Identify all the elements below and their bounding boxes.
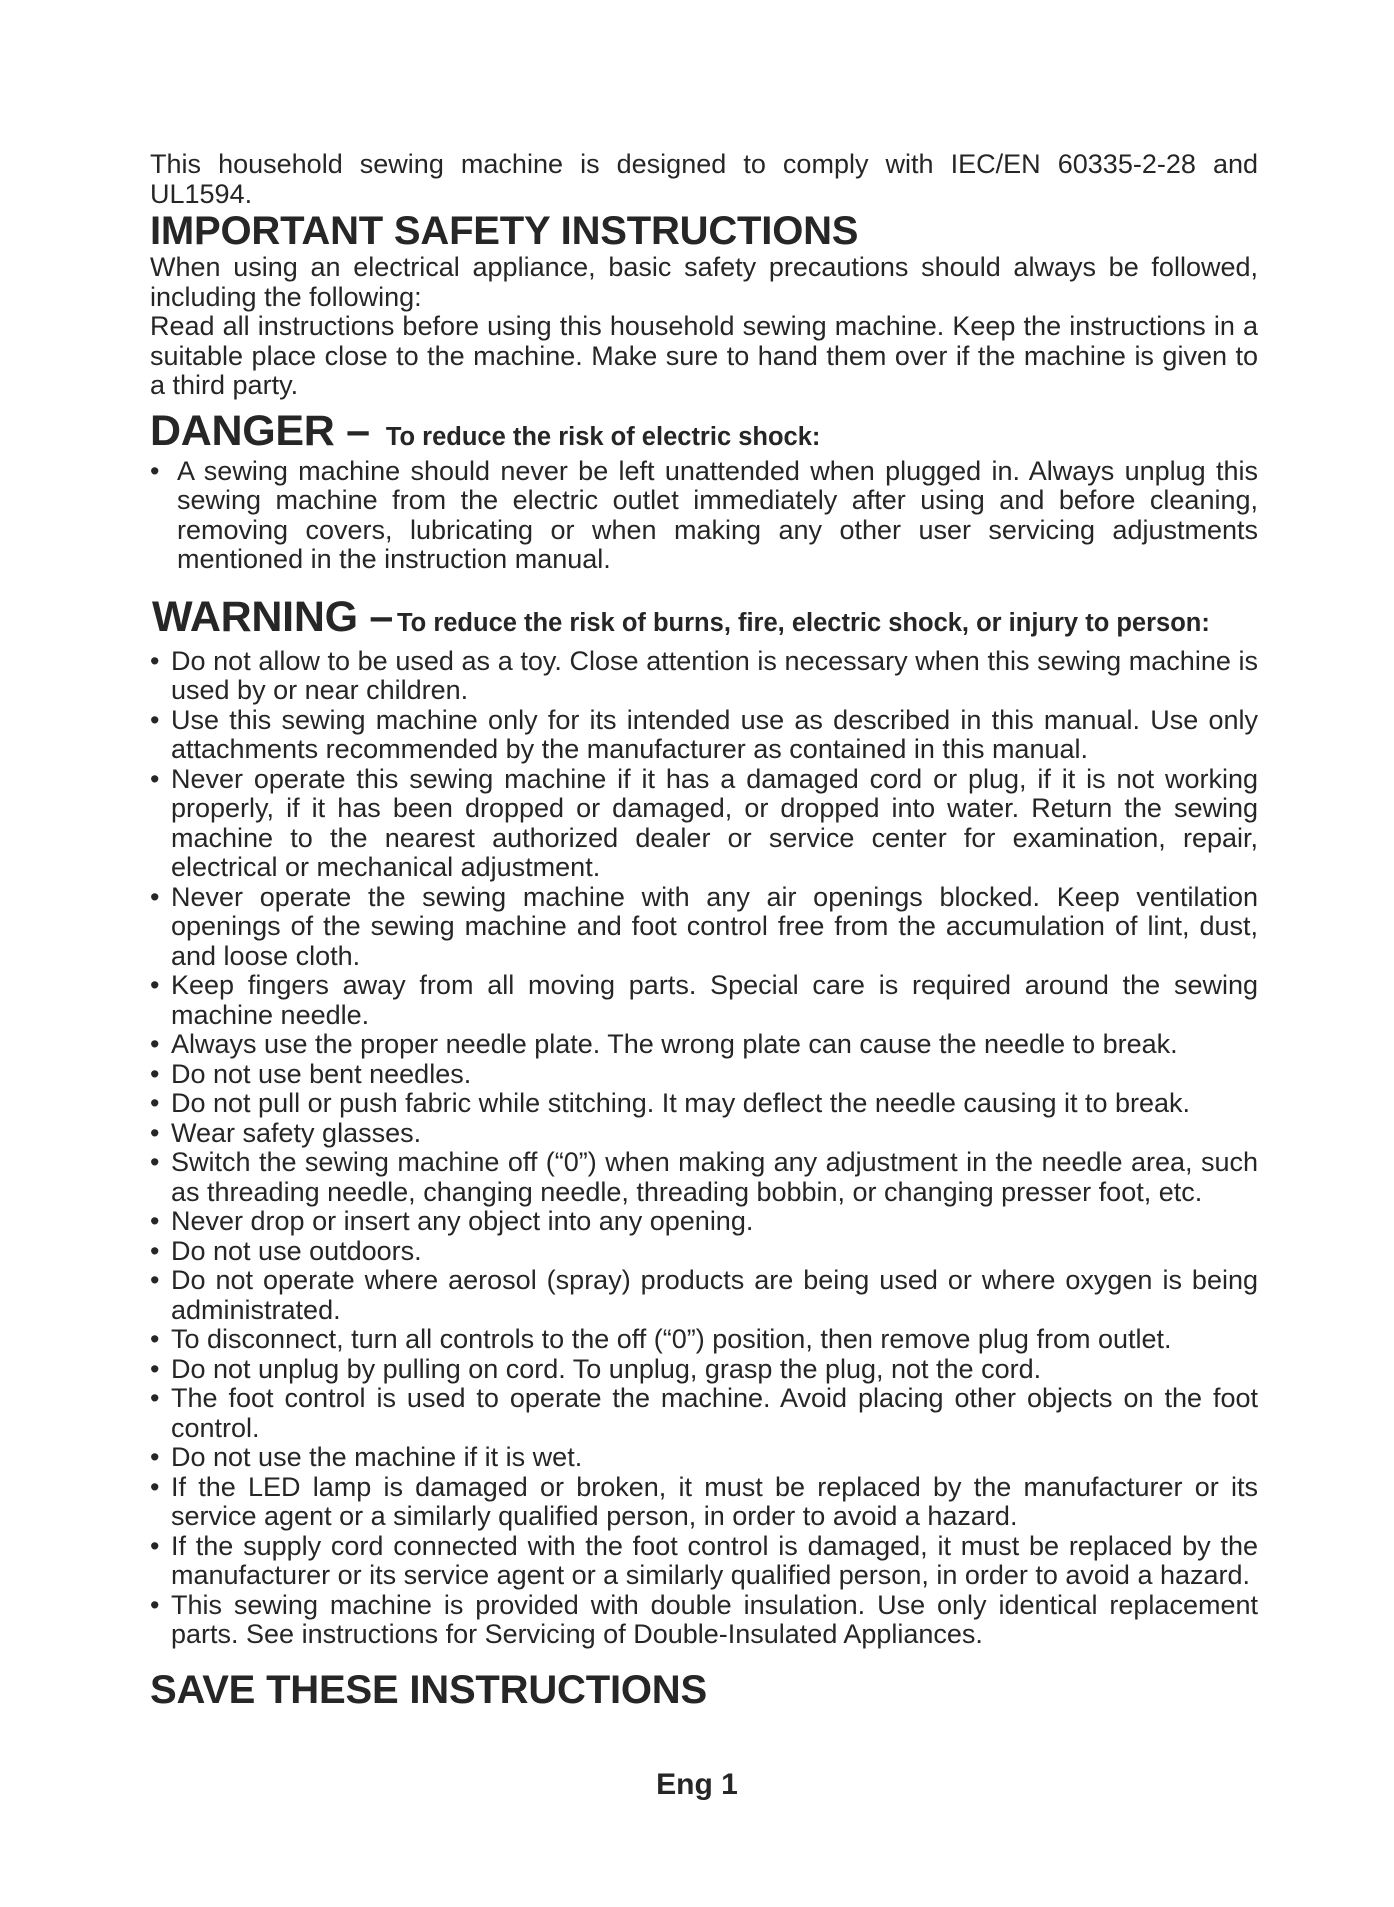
bullet-icon: • — [150, 1589, 160, 1620]
warning-item: • Do not operate where aerosol (spray) products are being used or where oxygen is being administrated. — [150, 1265, 1258, 1325]
bullet-icon: • — [150, 1088, 160, 1118]
bullet-icon: • — [150, 1206, 160, 1236]
warning-item: • Always use the proper needle plate. The wrong plate can cause the needle to break. — [150, 1029, 1178, 1059]
bullet-icon: • — [150, 704, 160, 735]
warning-list — [150, 647, 1258, 1650]
page-number: Eng 1 — [656, 1768, 738, 1801]
compliance-statement: This household sewing machine is designed to comply with IEC/EN 60335-2-28 and UL1594. — [150, 149, 1258, 209]
warning-subtitle: To reduce the risk of burns, fire, electric shock, or injury to person: — [396, 608, 1210, 637]
danger-item: • A sewing machine should never be left unattended when plugged in. Always unplug this sewing machine from the electric outlet immediately after using and before cleaning, removing covers, lubricating or when making any other user servicing adjustments mentioned in the instruction manual. — [150, 455, 1258, 574]
intro-paragraph-1: When using an electrical appliance, basic safety precautions should always be followed, including the following: — [150, 252, 1258, 312]
save-instructions-heading: SAVE THESE INSTRUCTIONS — [150, 1667, 707, 1712]
warning-item: • This sewing machine is provided with double insulation. Use only identical replacement parts. See instructions for Servicing of Double-Insulated Appliances. — [150, 1589, 1258, 1649]
warning-item: • Never operate the sewing machine with any air openings blocked. Keep ventilation openings of the sewing machine and foot control free from the accumulation of lint, dust, and loose cloth. — [150, 881, 1258, 971]
danger-subtitle: To reduce the risk of electric shock: — [385, 422, 821, 451]
bullet-icon: • — [150, 1058, 160, 1089]
warning-item: • If the supply cord connected with the foot control is damaged, it must be replaced by the manufacturer or its service agent or a similarly qualified person, in order to avoid a hazard. — [150, 1530, 1258, 1590]
warning-item: • If the LED lamp is damaged or broken, it must be replaced by the manufacturer or its service agent or a similarly qualified person, in order to avoid a hazard. — [150, 1471, 1258, 1531]
manual-page — [150, 150, 1258, 1712]
warning-item: • Use this sewing machine only for its intended use as described in this manual. Use only attachments recommended by the manufacturer as contained in this manual. — [150, 704, 1258, 764]
warning-item: • Wear safety glasses. — [150, 1117, 422, 1148]
warning-item: • Do not unplug by pulling on cord. To unplug, grasp the plug, not the cord. — [150, 1353, 1042, 1384]
warning-item: • Do not allow to be used as a toy. Close attention is necessary when this sewing machine is used by or near children. — [150, 645, 1258, 705]
warning-item: • Do not pull or push fabric while stitching. It may deflect the needle causing it to break. — [150, 1088, 1191, 1118]
warning-item: • Switch the sewing machine off (“0”) when making any adjustment in the needle area, such as threading needle, changing needle, threading bobbin, or changing presser foot, etc. — [150, 1147, 1258, 1207]
bullet-icon: • — [150, 1117, 160, 1148]
bullet-icon: • — [150, 763, 160, 794]
warning-item: • Never drop or insert any object into any opening. — [150, 1206, 754, 1236]
bullet-icon: • — [150, 1383, 160, 1413]
warning-item: • Do not use outdoors. — [150, 1235, 422, 1266]
page-title: IMPORTANT SAFETY INSTRUCTIONS — [150, 209, 859, 253]
bullet-icon: • — [150, 1029, 160, 1059]
warning-item: • Do not use the machine if it is wet. — [150, 1442, 583, 1472]
warning-item: • The foot control is used to operate the machine. Avoid placing other objects on the foot control. — [150, 1383, 1258, 1443]
bullet-icon: • — [150, 1442, 160, 1472]
warning-label: WARNING – — [152, 592, 393, 641]
warning-item: • Never operate this sewing machine if it has a damaged cord or plug, if it is not working properly, if it has been dropped or damaged, or dropped into water. Return the sewing machine to the nearest authorized dealer or service center for examination, repair, electrical or mechanical adjustment. — [150, 763, 1258, 882]
danger-list — [150, 457, 1258, 575]
bullet-icon: • — [150, 881, 160, 912]
bullet-icon: • — [150, 1471, 160, 1502]
warning-item: • Keep fingers away from all moving parts. Special care is required around the sewing machine needle. — [150, 970, 1258, 1030]
danger-heading — [150, 407, 1258, 453]
bullet-icon: • — [150, 455, 160, 486]
intro-paragraph-2: Read all instructions before using this household sewing machine. Keep the instructions in a suitable place close to the machine. Make sure to hand them over if the machine is given to a third party. — [150, 311, 1258, 400]
warning-item: • Do not use bent needles. — [150, 1058, 472, 1089]
bullet-icon: • — [150, 1265, 160, 1295]
bullet-icon: • — [150, 1235, 160, 1266]
bullet-icon: • — [150, 970, 160, 1000]
bullet-icon: • — [150, 1147, 160, 1177]
warning-item: • To disconnect, turn all controls to the off (“0”) position, then remove plug from outlet. — [150, 1324, 1172, 1354]
bullet-icon: • — [150, 1353, 160, 1384]
danger-label: DANGER – — [150, 406, 370, 455]
warning-heading — [152, 593, 1258, 643]
bullet-icon: • — [150, 1324, 160, 1354]
bullet-icon: • — [150, 1530, 160, 1561]
bullet-icon: • — [150, 645, 160, 676]
